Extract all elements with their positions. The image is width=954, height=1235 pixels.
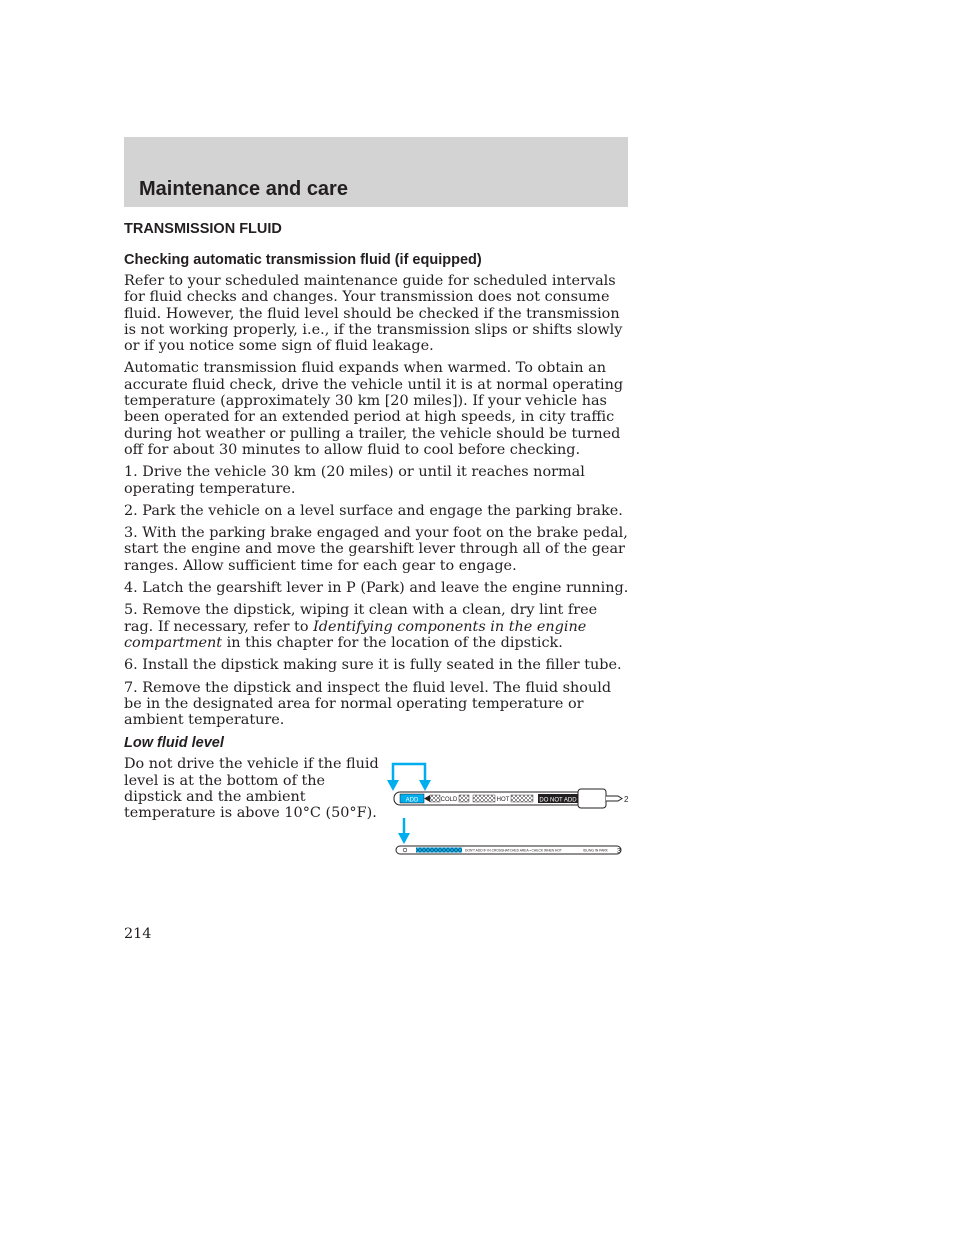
page-title: Maintenance and care: [139, 178, 348, 200]
strip-text-1: DON'T ADD IF IN CROSSHATCHED AREA • CHECK WHEN HOT: [465, 848, 562, 853]
dipstick-illustration: [386, 758, 631, 868]
page-number: 214: [124, 926, 152, 942]
label-hot: HOT: [496, 797, 510, 804]
low-fluid-row: [124, 756, 630, 876]
step-5-text-end: in this chapter for the location of the dipstick.: [222, 634, 563, 651]
bottom-arrow: [398, 818, 410, 844]
dipstick-bottom: [396, 846, 621, 855]
header-band: [124, 137, 628, 207]
label-cold: COLD: [440, 797, 458, 804]
label-do-not-add: DO NOT ADD: [539, 797, 577, 804]
step-4: 4. Latch the gearshift lever in P (Park) and leave the engine running.: [124, 580, 629, 597]
subsection-title: Checking automatic transmission fluid (if equipped): [124, 252, 482, 268]
paragraph-expansion: Automatic transmission fluid expands when warmed. To obtain an accurate fluid check, drive the vehicle until it is at normal operating temperature (approximately 30 km [20 miles]). If your vehicle has been operated for an extended period at high speeds, in city traffic during hot weather or pulling a trailer, the vehicle should be turned off for about 30 minutes to allow fluid to cool before checking.: [124, 360, 624, 458]
step-2: 2. Park the vehicle on a level surface and engage the parking brake.: [124, 502, 623, 519]
step-1: 1. Drive the vehicle 30 km (20 miles) or until it reaches normal operating temperature.: [124, 464, 585, 497]
low-fluid-title: Low fluid level: [124, 735, 224, 752]
dipstick-number-bottom: 3: [617, 848, 621, 856]
top-arrows-bracket: [387, 764, 431, 791]
step-3: 3. With the parking brake engaged and your foot on the brake pedal, start the engine and move the gearshift lever through all of the gear ranges. Allow sufficient time for each gear to engage.: [124, 525, 628, 574]
low-fluid-text: Do not drive the vehicle if the fluid level is at the bottom of the dipstick and the ambient temperature is above 10°C (50°F).: [124, 756, 379, 822]
step-7: 7. Remove the dipstick and inspect the fluid level. The fluid should be in the designated area for normal operating temperature or ambient temperature.: [124, 679, 612, 729]
step-5-text: 5. Remove the dipstick, wiping it clean with a clean, dry lint free rag. If necessary, refer to: [124, 602, 598, 635]
section-title: TRANSMISSION FLUID: [124, 221, 282, 237]
strip-text-2: IDLING IN PARK: [583, 848, 608, 853]
step-5-reference: Identifying components in the engine compartment: [124, 618, 587, 651]
dipstick-number-top: 2: [624, 795, 629, 805]
step-5: [124, 602, 630, 651]
dipstick-top: [394, 789, 629, 808]
label-add: ADD: [405, 797, 419, 804]
main-content: [124, 220, 630, 876]
step-6: 6. Install the dipstick making sure it is fully seated in the filler tube.: [124, 657, 622, 674]
paragraph-intro: Refer to your scheduled maintenance guide for scheduled intervals for fluid checks and changes. Your transmission does not consume fluid. However, the fluid level should be checked if the transmission is not working properly, i.e., if the transmission slips or shifts slowly or if you notice some sign of fluid leakage.: [124, 273, 623, 355]
